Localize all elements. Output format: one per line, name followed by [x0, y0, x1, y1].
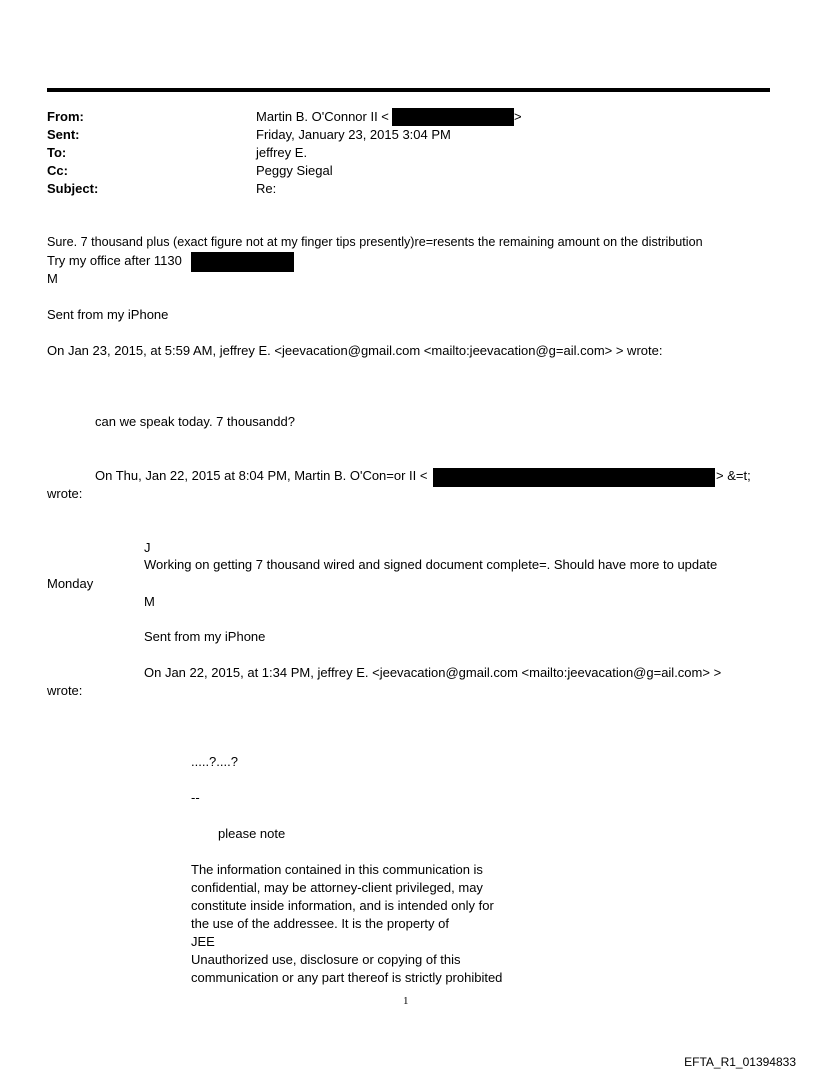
disclaimer-line-5: JEE [191, 934, 215, 949]
body-line-3: M [47, 271, 58, 286]
cc-label: Cc: [47, 163, 68, 178]
quote2-monday: Monday [47, 576, 94, 591]
body-line-1: Sure. 7 thousand plus (exact figure not at my finger tips presently)re=resents the remaining amount on the distribution [47, 235, 703, 249]
quote1-header: On Jan 23, 2015, at 5:59 AM, jeffrey E. <jeevacation@gmail.com <mailto:jeevacation@g=ail.com> > wrote: [47, 343, 663, 358]
redaction-phone [191, 252, 294, 272]
footer-document-id: EFTA_R1_01394833 [684, 1055, 796, 1069]
subject-label: Subject: [47, 181, 99, 196]
quote2-line: Working on getting 7 thousand wired and signed document complete=. Should have more to update [144, 557, 718, 572]
header-rule [47, 88, 770, 92]
quote3-dots: .....?....? [191, 754, 238, 769]
cc-value: Peggy Siegal [256, 163, 333, 178]
quote3-dash: -- [191, 790, 200, 805]
quote2-sent-from: Sent from my iPhone [144, 629, 266, 644]
quote2-j: J [144, 540, 151, 555]
quote1-text: can we speak today. 7 thousandd? [95, 414, 295, 429]
quote2-wrote: wrote: [47, 486, 83, 501]
to-label: To: [47, 145, 67, 160]
disclaimer-line-1: The information contained in this communication is [191, 862, 483, 877]
disclaimer-line-2: confidential, may be attorney-client privileged, may [191, 880, 483, 895]
from-label: From: [47, 109, 84, 124]
subject-value: Re: [256, 181, 277, 196]
disclaimer-line-3: constitute inside information, and is intended only for [191, 898, 494, 913]
sent-from-iphone: Sent from my iPhone [47, 307, 169, 322]
disclaimer-line-6: Unauthorized use, disclosure or copying of this [191, 952, 461, 967]
sent-value: Friday, January 23, 2015 3:04 PM [256, 127, 451, 142]
disclaimer-line-4: the use of the addressee. It is the property of [191, 916, 449, 931]
from-value: Martin B. O'Connor II < [256, 109, 389, 124]
quote2-m: M [144, 594, 155, 609]
sent-label: Sent: [47, 127, 80, 142]
quote3-wrote: wrote: [47, 683, 83, 698]
body-line-2: Try my office after 1130 [47, 253, 182, 268]
to-value: jeffrey E. [256, 145, 308, 160]
quote3-header: On Jan 22, 2015, at 1:34 PM, jeffrey E. <jeevacation@gmail.com <mailto:jeevacation@g=ail.com> > [144, 665, 722, 680]
from-close: > [514, 109, 522, 124]
redaction-from-email [392, 108, 514, 126]
quote2-header-end: > &=t; [716, 468, 751, 483]
quote2-header: On Thu, Jan 22, 2015 at 8:04 PM, Martin B. O'Con=or II < [95, 468, 428, 483]
quote3-please-note: please note [218, 826, 286, 841]
page-number: 1 [403, 995, 409, 1007]
disclaimer-line-7: communication or any part thereof is strictly prohibited [191, 970, 503, 985]
redaction-quote2-email [433, 468, 715, 487]
